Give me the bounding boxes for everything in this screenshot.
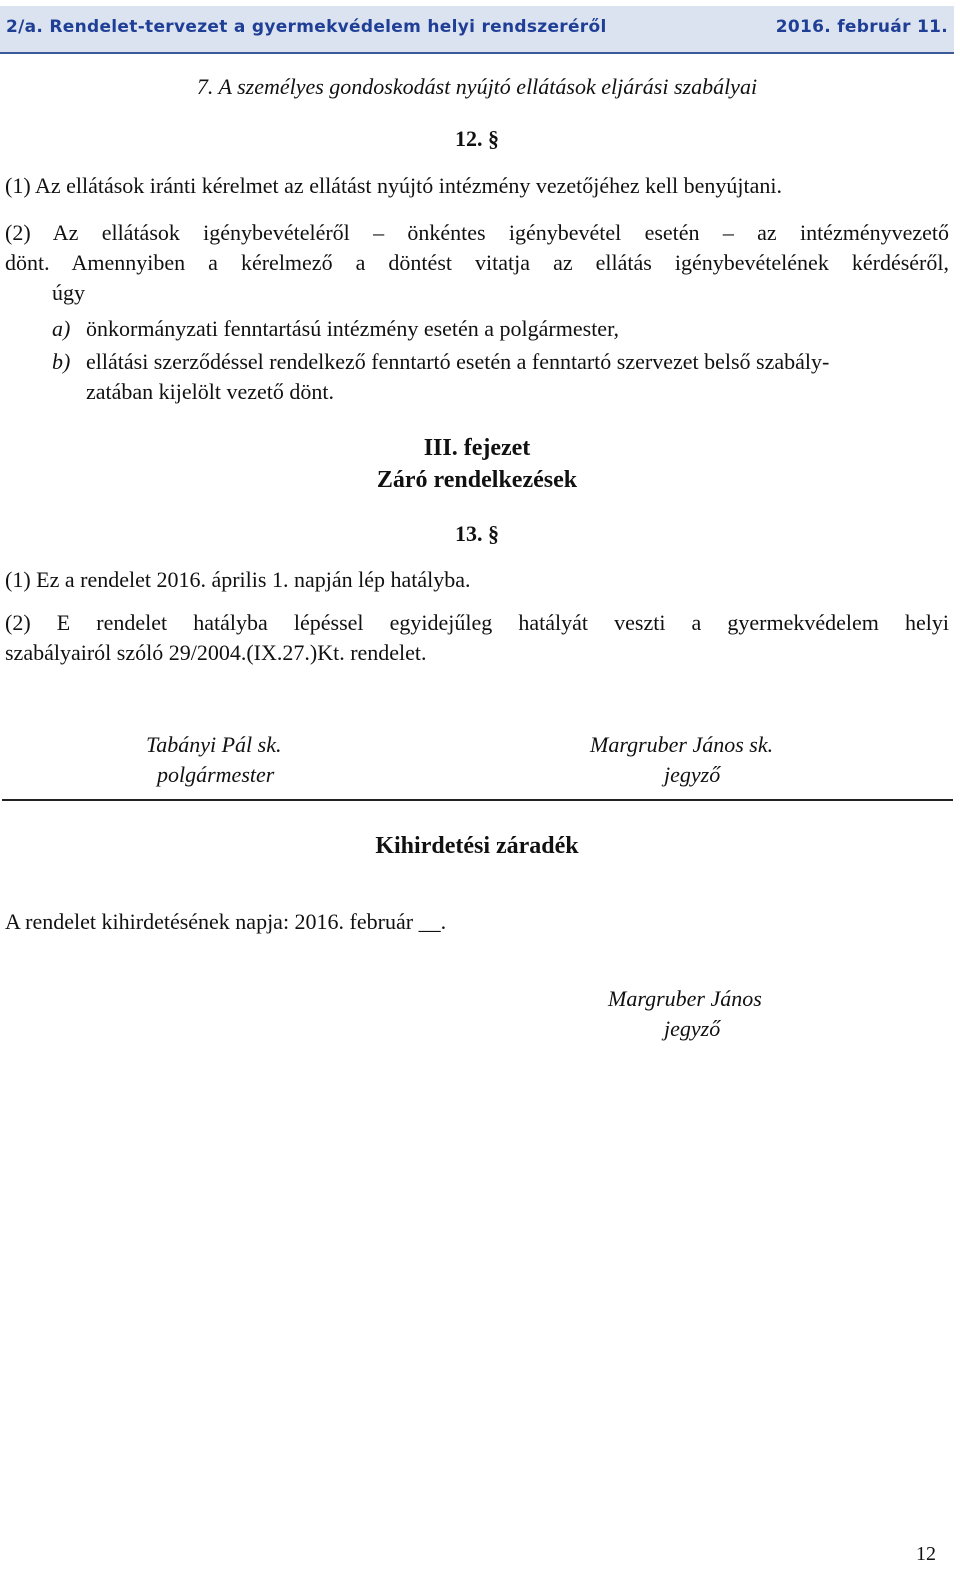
list-label-b: b) bbox=[52, 349, 71, 374]
signature-left-name: Tabányi Pál sk. bbox=[146, 732, 282, 757]
announcement-signer-name: Margruber János bbox=[608, 986, 762, 1011]
signature-left-role: polgármester bbox=[157, 762, 275, 787]
paragraph-12-heading: 12. § bbox=[455, 126, 499, 151]
para12-subsection-1: (1) Az ellátások iránti kérelmet az ellátást nyújtó intézmény vezetőjéhez kell benyújtani. bbox=[5, 173, 783, 198]
paragraph-13-heading: 13. § bbox=[455, 521, 499, 546]
section-7-title: 7. A személyes gondoskodást nyújtó ellátások eljárási szabályai bbox=[196, 74, 758, 99]
announcement-signer-role: jegyző bbox=[664, 1016, 721, 1041]
para12-subsection-2-line1: (2) Az ellátások igénybevételéről – önkéntes igénybevétel esetén – az intézményvezető bbox=[5, 220, 949, 245]
para12-subsection-2-line2: dönt. Amennyiben a kérelmező a döntést vitatja az ellátás igénybevételének kérdéséről, bbox=[5, 250, 949, 275]
page-number: 12 bbox=[916, 1543, 936, 1565]
chapter-title: Záró rendelkezések bbox=[376, 467, 578, 493]
chapter-number: III. fejezet bbox=[423, 435, 531, 461]
list-item-b-line1: ellátási szerződéssel rendelkező fenntartó esetén a fenntartó szervezet belső szabály- bbox=[86, 349, 830, 374]
header-date: 2016. február 11. bbox=[775, 17, 948, 37]
list-item-b-line2: zatában kijelölt vezető dönt. bbox=[86, 379, 335, 404]
para12-subsection-2-line3: úgy bbox=[52, 280, 85, 305]
para13-subsection-2-line1: (2) E rendelet hatályba lépéssel egyidejűleg hatályát veszti a gyermekvédelem helyi bbox=[5, 610, 949, 635]
para13-subsection-1: (1) Ez a rendelet 2016. április 1. napján lép hatályba. bbox=[5, 567, 471, 592]
header-title: 2/a. Rendelet-tervezet a gyermekvédelem helyi rendszeréről bbox=[6, 17, 607, 37]
divider-line bbox=[2, 799, 953, 801]
signature-right-role: jegyző bbox=[664, 762, 721, 787]
signature-right-name: Margruber János sk. bbox=[590, 732, 774, 757]
list-item-a: önkormányzati fenntartású intézmény esetén a polgármester, bbox=[86, 316, 620, 341]
list-label-a: a) bbox=[52, 316, 71, 341]
announcement-title: Kihirdetési záradék bbox=[375, 833, 579, 859]
announcement-text: A rendelet kihirdetésének napja: 2016. február __. bbox=[5, 909, 447, 934]
page-header bbox=[0, 6, 954, 54]
para13-subsection-2-line2: szabályairól szóló 29/2004.(IX.27.)Kt. rendelet. bbox=[5, 640, 427, 665]
